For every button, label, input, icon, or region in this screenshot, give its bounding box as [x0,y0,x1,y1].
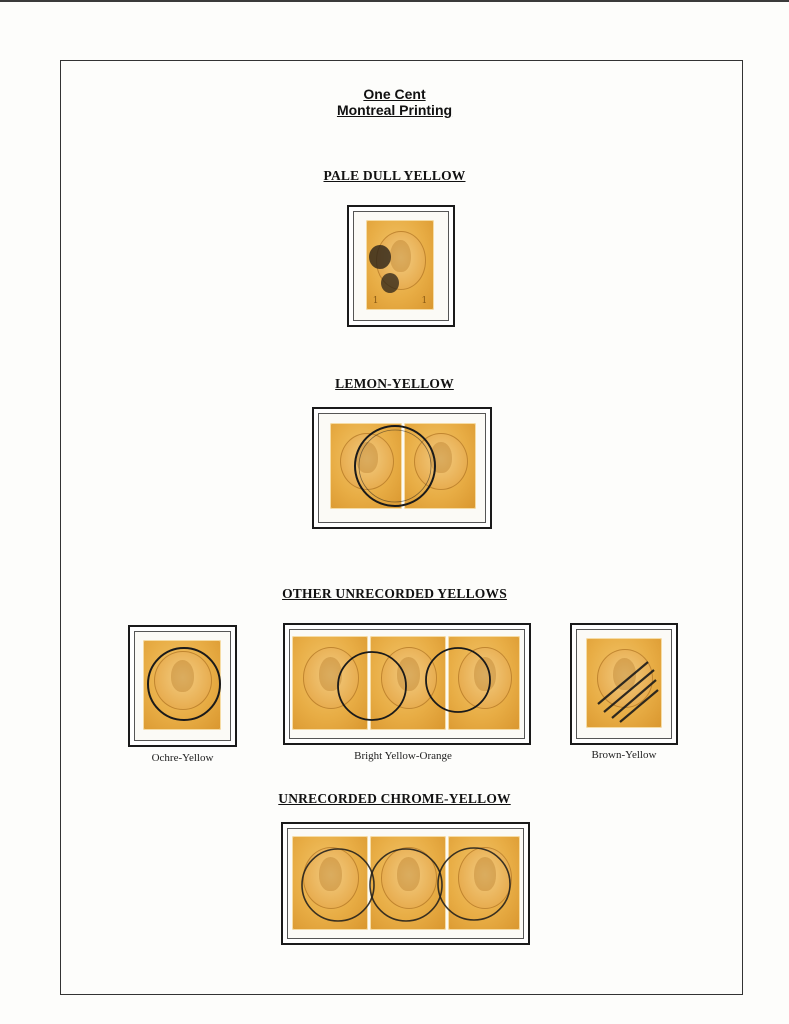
stamp-brown-yellow [586,638,662,728]
stamp-bright-yellow-orange-1 [292,636,368,730]
stamp-chrome-yellow-3 [448,836,520,930]
page-title-line2: Montreal Printing [336,102,453,118]
heading-other-unrecorded-yellows: OTHER UNRECORDED YELLOWS [282,586,507,601]
page-title-line1: One Cent [363,86,426,102]
stamp-pale-dull-yellow: 1 1 [366,220,434,310]
stamp-chrome-yellow-2 [370,836,446,930]
stamp-lemon-yellow-right [404,423,476,509]
stamp-lemon-yellow-left [330,423,402,509]
stamp-bright-yellow-orange-3 [448,636,520,730]
heading-unrecorded-chrome-yellow: UNRECORDED CHROME-YELLOW [278,791,511,806]
caption-bright-yellow-orange: Bright Yellow-Orange [354,750,452,762]
stamp-chrome-yellow-1 [292,836,368,930]
caption-brown-yellow: Brown-Yellow [591,749,657,761]
heading-pale-dull-yellow: PALE DULL YELLOW [323,168,466,183]
stamp-ochre-yellow [143,640,221,730]
heading-lemon-yellow: LEMON-YELLOW [335,376,454,391]
stamp-bright-yellow-orange-2 [370,636,446,730]
top-edge-line [0,0,789,2]
caption-ochre-yellow: Ochre-Yellow [151,752,214,764]
